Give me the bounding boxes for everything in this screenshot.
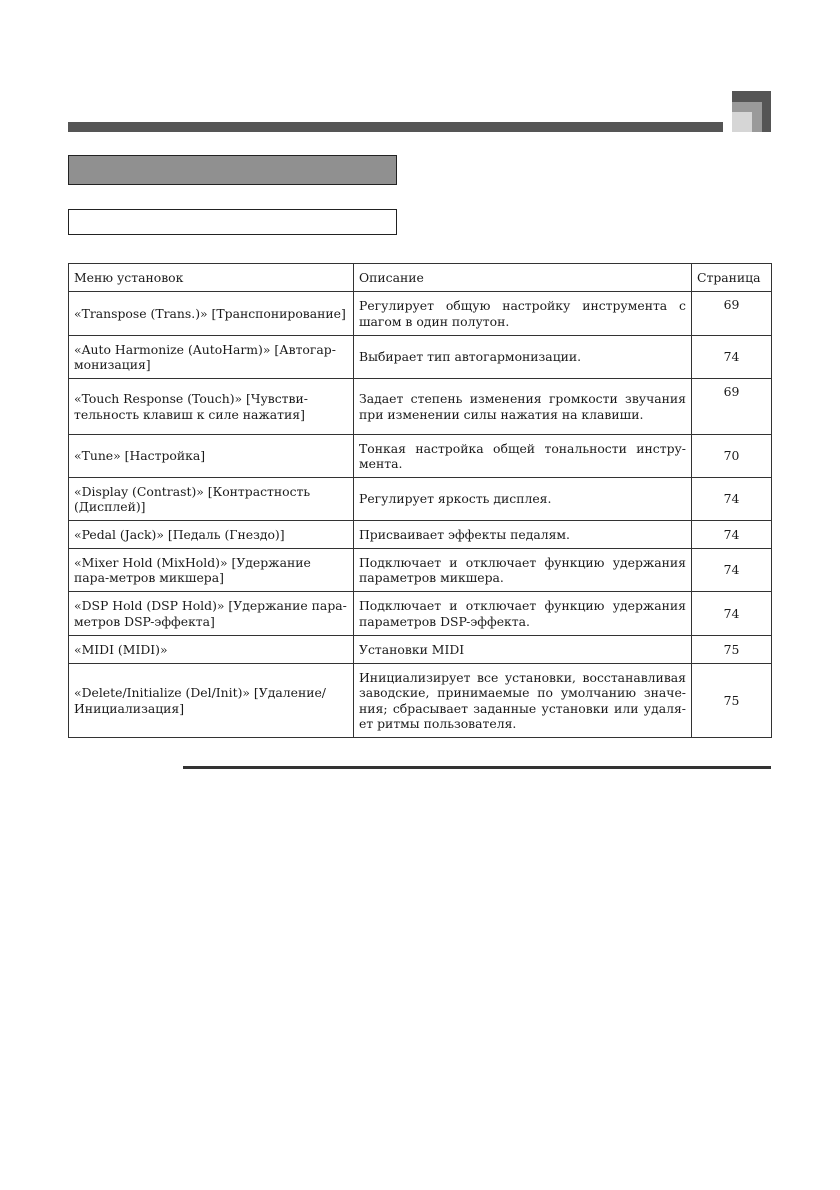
page-cell: 74 (692, 336, 772, 379)
description-cell: Регулирует яркость дисплея. (354, 478, 692, 521)
menu-cell: «Tune» [Настройка] (69, 435, 354, 478)
table-header-row (69, 264, 772, 292)
page-cell: 74 (692, 478, 772, 521)
page-cell: 75 (692, 664, 772, 738)
corner-tab-light (732, 112, 752, 132)
menu-cell: «Pedal (Jack)» [Педаль (Гнездо)] (69, 521, 354, 549)
menu-cell: «Mixer Hold (MixHold)» [Удержание пара-метров микшера] (69, 549, 354, 592)
table-row (69, 292, 772, 336)
header-page: Страница (692, 264, 772, 292)
page-cell: 69 (692, 292, 772, 336)
description-cell: Инициализирует все установки, восстанавливая заводские, принимаемые по умолчанию значе-ния; сбрасывает заданные установки или удаля-ет ритмы пользователя. (354, 664, 692, 738)
menu-cell: «Display (Contrast)» [Контрастность (Дисплей)] (69, 478, 354, 521)
description-cell: Подключает и отключает функцию удержания параметров микшера. (354, 549, 692, 592)
header-description: Описание (354, 264, 692, 292)
header-bar (68, 122, 723, 132)
menu-cell: «Delete/Initialize (Del/Init)» [Удаление/ Инициализация] (69, 664, 354, 738)
table-row (69, 379, 772, 435)
table-row (69, 636, 772, 664)
description-cell: Тонкая настройка общей тональности инстру-мента. (354, 435, 692, 478)
setup-menu-table (68, 263, 772, 738)
description-cell: Присваивает эффекты педалям. (354, 521, 692, 549)
table-row (69, 336, 772, 379)
header-menu: Меню установок (69, 264, 354, 292)
page-cell: 70 (692, 435, 772, 478)
table-row (69, 521, 772, 549)
menu-cell: «Transpose (Trans.)» [Транспонирование] (69, 292, 354, 336)
menu-cell: «DSP Hold (DSP Hold)» [Удержание пара-метров DSP-эффекта] (69, 592, 354, 636)
table-row (69, 592, 772, 636)
table-row (69, 664, 772, 738)
description-cell: Регулирует общую настройку инструмента с шагом в один полутон. (354, 292, 692, 336)
section-heading-box (68, 155, 397, 185)
page-cell: 74 (692, 549, 772, 592)
description-cell: Выбирает тип автогармонизации. (354, 336, 692, 379)
menu-cell: «MIDI (MIDI)» (69, 636, 354, 664)
subsection-heading-box (68, 209, 397, 235)
description-cell: Установки MIDI (354, 636, 692, 664)
page-cell: 75 (692, 636, 772, 664)
description-cell: Задает степень изменения громкости звучания при изменении силы нажатия на клавиши. (354, 379, 692, 435)
page-cell: 69 (692, 379, 772, 435)
page-cell: 74 (692, 521, 772, 549)
description-cell: Подключает и отключает функцию удержания параметров DSP-эффекта. (354, 592, 692, 636)
table-row (69, 549, 772, 592)
bottom-rule (183, 766, 771, 769)
menu-cell: «Auto Harmonize (AutoHarm)» [Автогар-монизация] (69, 336, 354, 379)
menu-cell: «Touch Response (Touch)» [Чувстви-тельность клавиш к силе нажатия] (69, 379, 354, 435)
table-row (69, 435, 772, 478)
page-cell: 74 (692, 592, 772, 636)
table-row (69, 478, 772, 521)
